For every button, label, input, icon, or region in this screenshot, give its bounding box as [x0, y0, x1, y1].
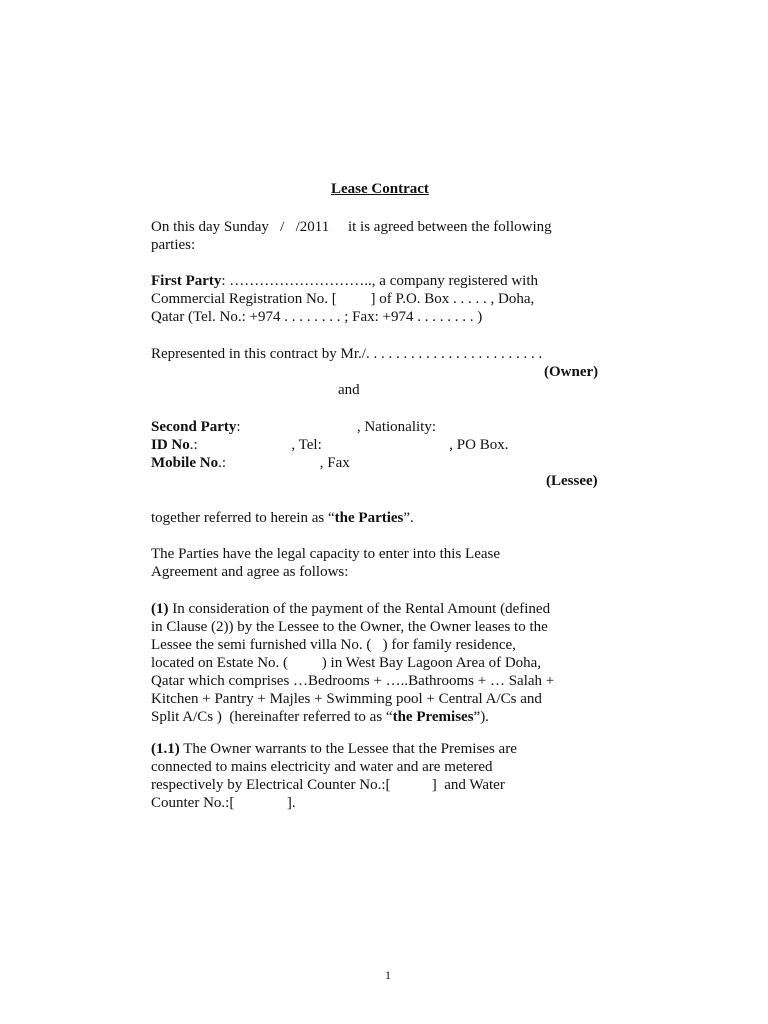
the-premises-term: the Premises	[392, 709, 474, 725]
mobile-no-line	[151, 454, 350, 472]
clause-1-line-5: Qatar which comprises …Bedrooms + …..Bathrooms + … Salah +	[151, 673, 555, 689]
second-party-line-text: : , Nationality:	[236, 419, 436, 435]
together-line	[151, 509, 414, 527]
clause-1-line-7	[151, 708, 489, 726]
id-no-line	[151, 436, 508, 454]
second-party-line	[151, 418, 436, 436]
first-party-line-2: Commercial Registration No. [ ] of P.O. Box . . . . . , Doha,	[151, 291, 535, 307]
clause-1-1-number: (1.1)	[151, 741, 180, 757]
first-party-line-3: Qatar (Tel. No.: +974 . . . . . . . . ; Fax: +974 . . . . . . . . )	[151, 309, 483, 325]
together-suffix: ”.	[403, 510, 414, 526]
capacity-line-2: Agreement and agree as follows:	[151, 564, 349, 580]
clause-1-1-line-3: respectively by Electrical Counter No.:[ ] and Water	[151, 777, 505, 793]
clause-1-line-1-text: In consideration of the payment of the Rental Amount (defined	[168, 601, 551, 617]
capacity-line-1: The Parties have the legal capacity to enter into this Lease	[151, 546, 501, 562]
together-prefix: together referred to herein as “	[151, 510, 335, 526]
clause-1-1-line-1-text: The Owner warrants to the Lessee that the Premises are	[179, 741, 517, 757]
clause-1-line-2: in Clause (2)) by the Lessee to the Owner, the Owner leases to the	[151, 619, 548, 635]
clause-1-line-3: Lessee the semi furnished villa No. ( ) for family residence,	[151, 637, 516, 653]
clause-1-1-line-2: connected to mains electricity and water and are metered	[151, 759, 493, 775]
page-number: 1	[385, 968, 391, 982]
second-party-label: Second Party	[151, 419, 237, 435]
clause-1-line-7-suffix: ”).	[473, 709, 489, 725]
first-party-line-1	[151, 272, 538, 290]
and-text: and	[338, 382, 360, 398]
represented-line: Represented in this contract by Mr./. . . . . . . . . . . . . . . . . . . . . . . .	[151, 346, 543, 362]
clause-1-line-1	[151, 600, 550, 618]
intro-line-2: parties:	[151, 237, 196, 253]
clause-1-number: (1)	[151, 601, 169, 617]
lessee-tag: (Lessee)	[546, 473, 598, 489]
mobile-no-label: Mobile No	[151, 455, 219, 471]
document-title: Lease Contract	[331, 181, 429, 197]
id-no-label: ID No	[151, 437, 190, 453]
clause-1-line-4: located on Estate No. ( ) in West Bay Lagoon Area of Doha,	[151, 655, 542, 671]
clause-1-1-line-4: Counter No.:[ ].	[151, 795, 296, 811]
intro-line-1: On this day Sunday / /2011 it is agreed between the following	[151, 219, 552, 235]
clause-1-line-7-prefix: Split A/Cs ) (hereinafter referred to as “	[151, 709, 393, 725]
owner-tag: (Owner)	[544, 364, 599, 380]
first-party-line-1-text: : ……………………….., a company registered with	[221, 273, 539, 289]
mobile-no-line-text: .: , Fax	[218, 455, 350, 471]
clause-1-1-line-1	[151, 740, 517, 758]
clause-1-line-6: Kitchen + Pantry + Majles + Swimming pool + Central A/Cs and	[151, 691, 542, 707]
first-party-label: First Party	[151, 273, 222, 289]
the-parties-term: the Parties	[334, 510, 404, 526]
id-no-line-text: .: , Tel: , PO Box.	[189, 437, 509, 453]
